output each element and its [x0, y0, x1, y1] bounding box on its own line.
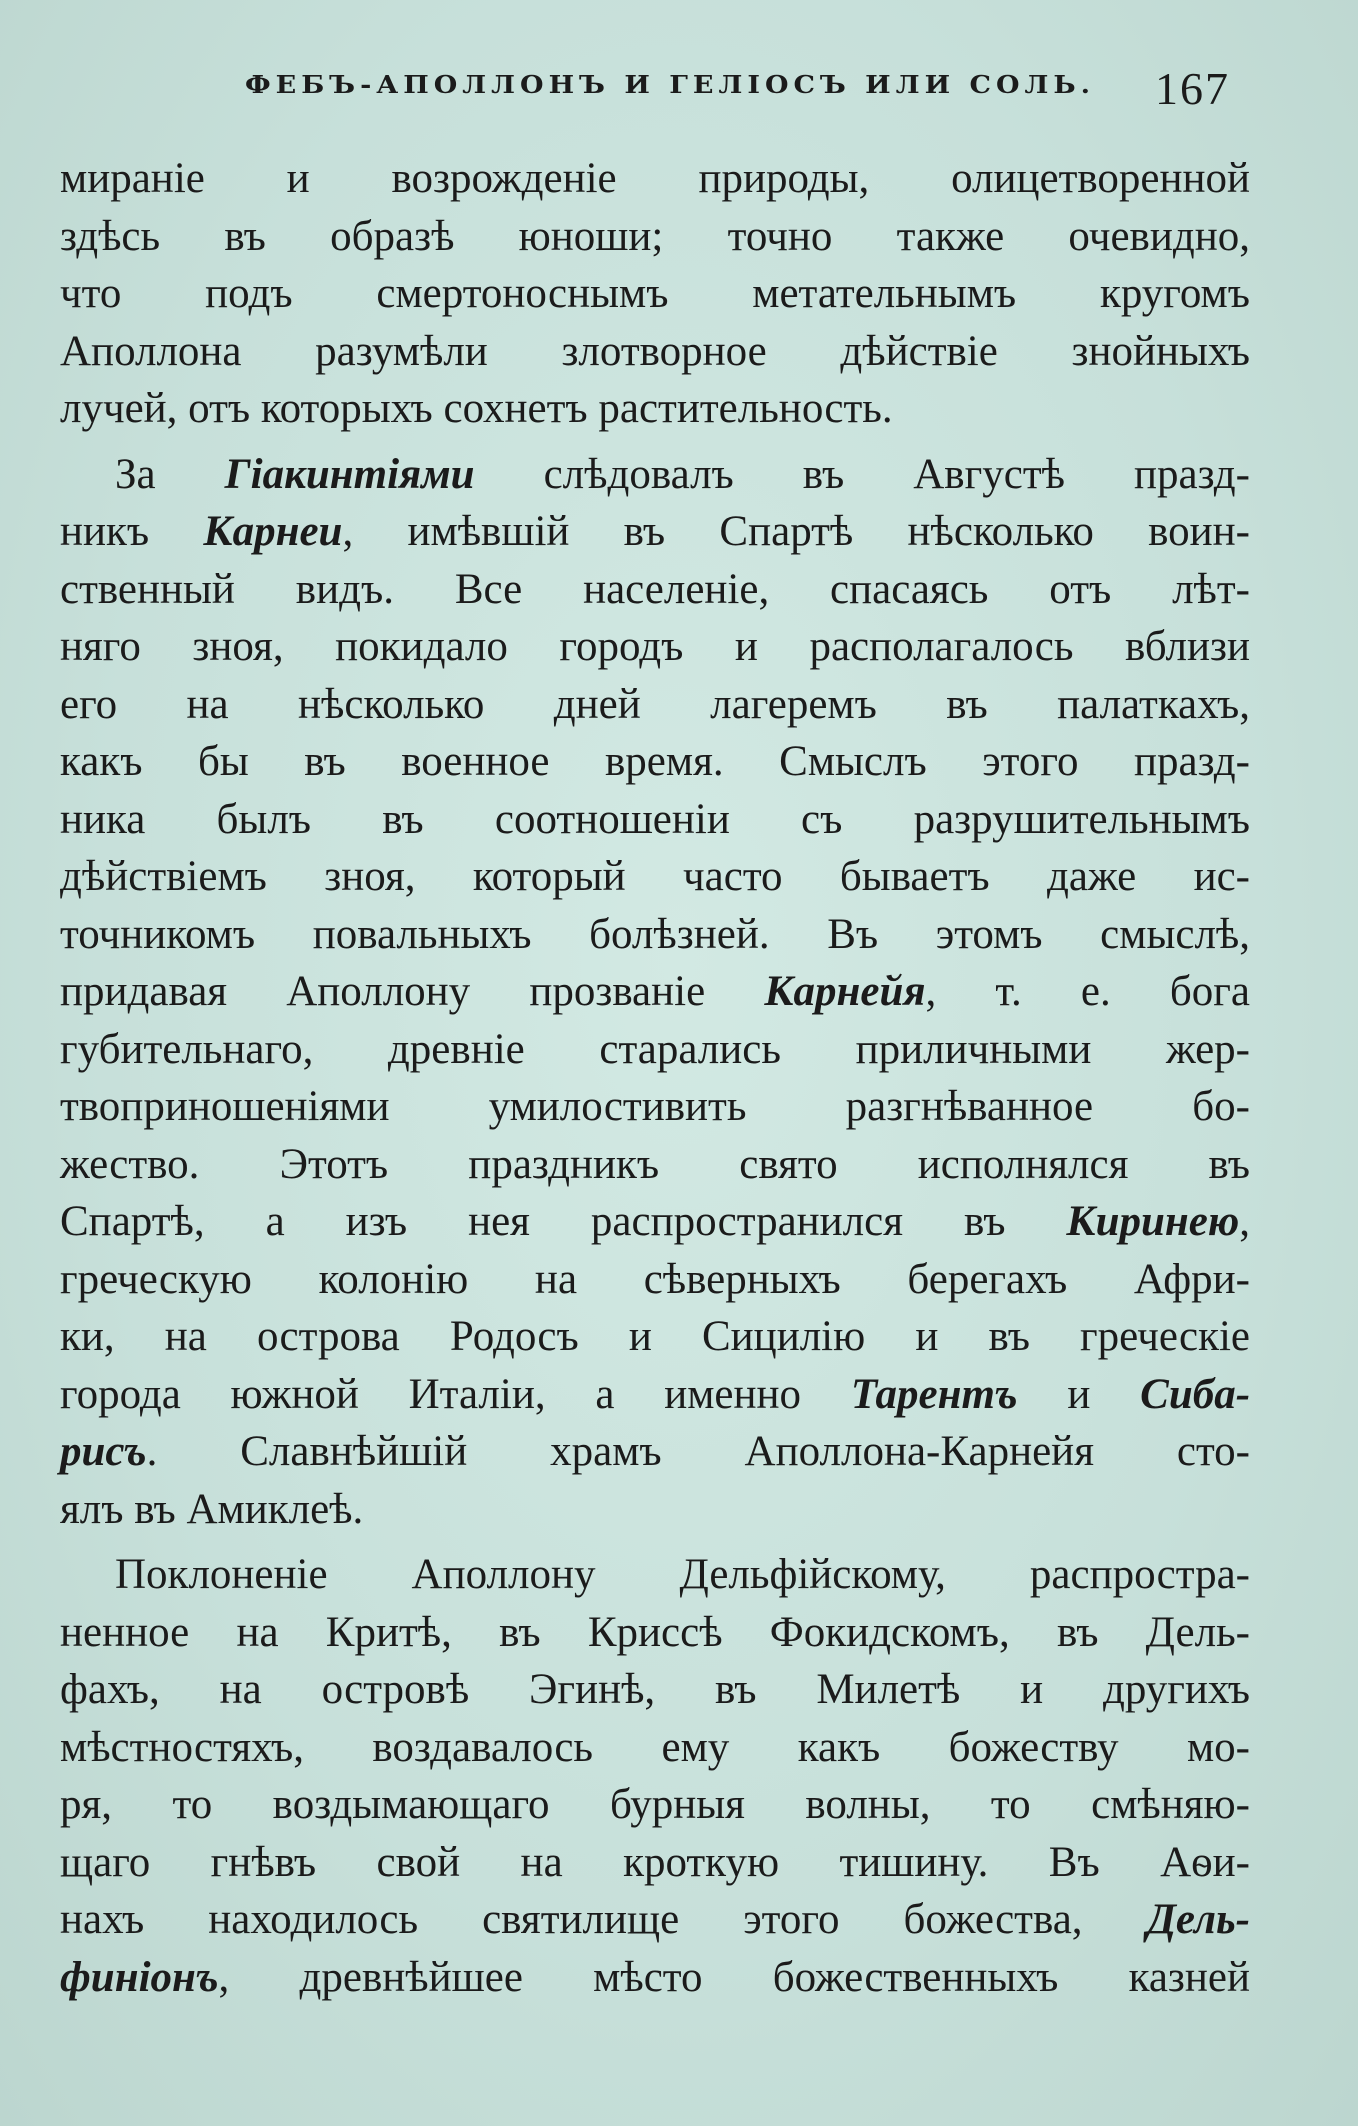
- text-run: здѣсь въ образѣ юноши; точно также очевидно,: [60, 212, 1250, 260]
- text-run: . Славнѣйшій храмъ Аполлона-Карнейя сто-: [146, 1428, 1250, 1475]
- text-run: мѣстностяхъ, воздавалось ему какъ божеству мо-: [60, 1723, 1250, 1771]
- text-run: дѣйствіемъ зноя, который часто бываетъ даже ис-: [60, 853, 1250, 900]
- text-run: губительнаго, древніе старались приличными жер-: [60, 1025, 1250, 1073]
- emphasized-term: Сиба-: [1140, 1370, 1251, 1418]
- text-line: [60, 1661, 1250, 1719]
- text-run: что подъ смертоноснымъ метательнымъ кругомъ: [60, 270, 1250, 317]
- text-line: [60, 1719, 1250, 1777]
- paragraph-start-line: [60, 446, 1250, 504]
- text-run: какъ бы въ военное время. Смыслъ этого празд-: [60, 738, 1250, 785]
- text-run: Спартѣ, а изъ нея распространился въ: [60, 1198, 1067, 1245]
- emphasized-term: Дель-: [1146, 1896, 1250, 1943]
- text-run: лучей, отъ которыхъ сохнетъ растительность.: [60, 385, 893, 432]
- text-run: слѣдовалъ въ Августѣ празд-: [474, 450, 1250, 498]
- paragraph-start-line: [60, 1546, 1250, 1604]
- text-line: [60, 380, 1250, 438]
- text-run: ника былъ въ соотношеніи съ разрушительнымъ: [60, 795, 1250, 843]
- text-run: ря, то воздымающаго бурныя волны, то смѣняю-: [60, 1781, 1250, 1828]
- text-run: ялъ въ Амиклеѣ.: [60, 1485, 364, 1533]
- text-line: [60, 1251, 1250, 1309]
- text-line: [60, 1776, 1250, 1834]
- text-line: [60, 963, 1250, 1021]
- emphasized-term: рисъ: [60, 1428, 147, 1475]
- text-run: твоприношеніями умилостивить разгнѣванное бо-: [60, 1083, 1250, 1130]
- text-run: и: [1017, 1370, 1141, 1418]
- emphasized-term: Карнеи: [203, 508, 343, 555]
- text-line: [60, 1078, 1250, 1136]
- text-line: [60, 208, 1250, 266]
- text-line: [60, 323, 1250, 381]
- text-run: фахъ, на островѣ Эгинѣ, въ Милетѣ и другихъ: [60, 1666, 1250, 1713]
- text-run: , древнѣйшее мѣсто божественныхъ казней: [218, 1953, 1250, 2001]
- text-run: жество. Этотъ праздникъ свято исполнялся въ: [60, 1140, 1250, 1188]
- text-run: придавая Аполлону прозваніе: [60, 968, 765, 1015]
- text-run: мираніе и возрожденіе природы, олицетворенной: [60, 155, 1250, 202]
- text-line: [60, 848, 1250, 906]
- text-run: точникомъ повальныхъ болѣзней. Въ этомъ смыслѣ,: [60, 910, 1250, 958]
- text-run: ственный видъ. Все населеніе, спасаясь отъ лѣт-: [60, 565, 1250, 613]
- body-text: [60, 150, 1250, 2006]
- text-run: Аполлона разумѣли злотворное дѣйствіе знойныхъ: [60, 327, 1250, 375]
- text-line: [60, 265, 1250, 323]
- text-run: его на нѣсколько дней лагеремъ въ палаткахъ,: [60, 680, 1250, 728]
- text-run: щаго гнѣвъ свой на кроткую тишину. Въ Аѳи-: [60, 1838, 1250, 1886]
- emphasized-term: Карнейя: [764, 968, 926, 1015]
- text-line: [60, 1136, 1250, 1194]
- running-head: ФЕБЪ-АПОЛЛОНЪ И ГЕЛІОСЪ ИЛИ СОЛЬ.: [245, 71, 1096, 100]
- emphasized-term: Гіакинтіями: [224, 450, 475, 498]
- text-run: , имѣвшій въ Спартѣ нѣсколько воин-: [342, 508, 1250, 555]
- text-line: [60, 1193, 1250, 1251]
- text-run: няго зноя, покидало городъ и располагалось вблизи: [60, 623, 1250, 670]
- emphasized-term: Тарентъ: [850, 1370, 1018, 1418]
- text-run: нахъ находилось святилище этого божества,: [60, 1896, 1147, 1943]
- text-run: греческую колонію на сѣверныхъ берегахъ Афри-: [60, 1255, 1250, 1303]
- text-run: ,: [1239, 1198, 1250, 1245]
- text-line: [60, 561, 1250, 619]
- text-line: [60, 1021, 1250, 1079]
- text-run: ненное на Критѣ, въ Криссѣ Фокидскомъ, въ Дель-: [60, 1608, 1250, 1656]
- text-line: [60, 906, 1250, 964]
- text-run: , т. е. бога: [925, 968, 1250, 1015]
- text-line: [60, 1891, 1250, 1949]
- text-run: города южной Италіи, а именно: [60, 1370, 851, 1418]
- text-line: [60, 1366, 1250, 1424]
- emphasized-term: финіонъ: [60, 1953, 219, 2001]
- text-line: [60, 791, 1250, 849]
- page-header: [60, 62, 1230, 122]
- text-line: [60, 1604, 1250, 1662]
- text-line: [60, 1949, 1250, 2007]
- text-line: [60, 676, 1250, 734]
- text-run: никъ: [60, 508, 204, 555]
- emphasized-term: Киринею: [1066, 1198, 1240, 1245]
- text-line: [60, 150, 1250, 208]
- text-run: Поклоненіе Аполлону Дельфійскому, распростра-: [115, 1551, 1250, 1598]
- text-line: [60, 1481, 1250, 1539]
- text-line: [60, 618, 1250, 676]
- page-number: 167: [1155, 63, 1230, 114]
- text-line: [60, 503, 1250, 561]
- text-line: [60, 1834, 1250, 1892]
- text-run: ки, на острова Родосъ и Сицилію и въ греческіе: [60, 1313, 1250, 1360]
- text-line: [60, 1423, 1250, 1481]
- text-line: [60, 733, 1250, 791]
- text-run: За: [115, 450, 225, 498]
- text-line: [60, 1308, 1250, 1366]
